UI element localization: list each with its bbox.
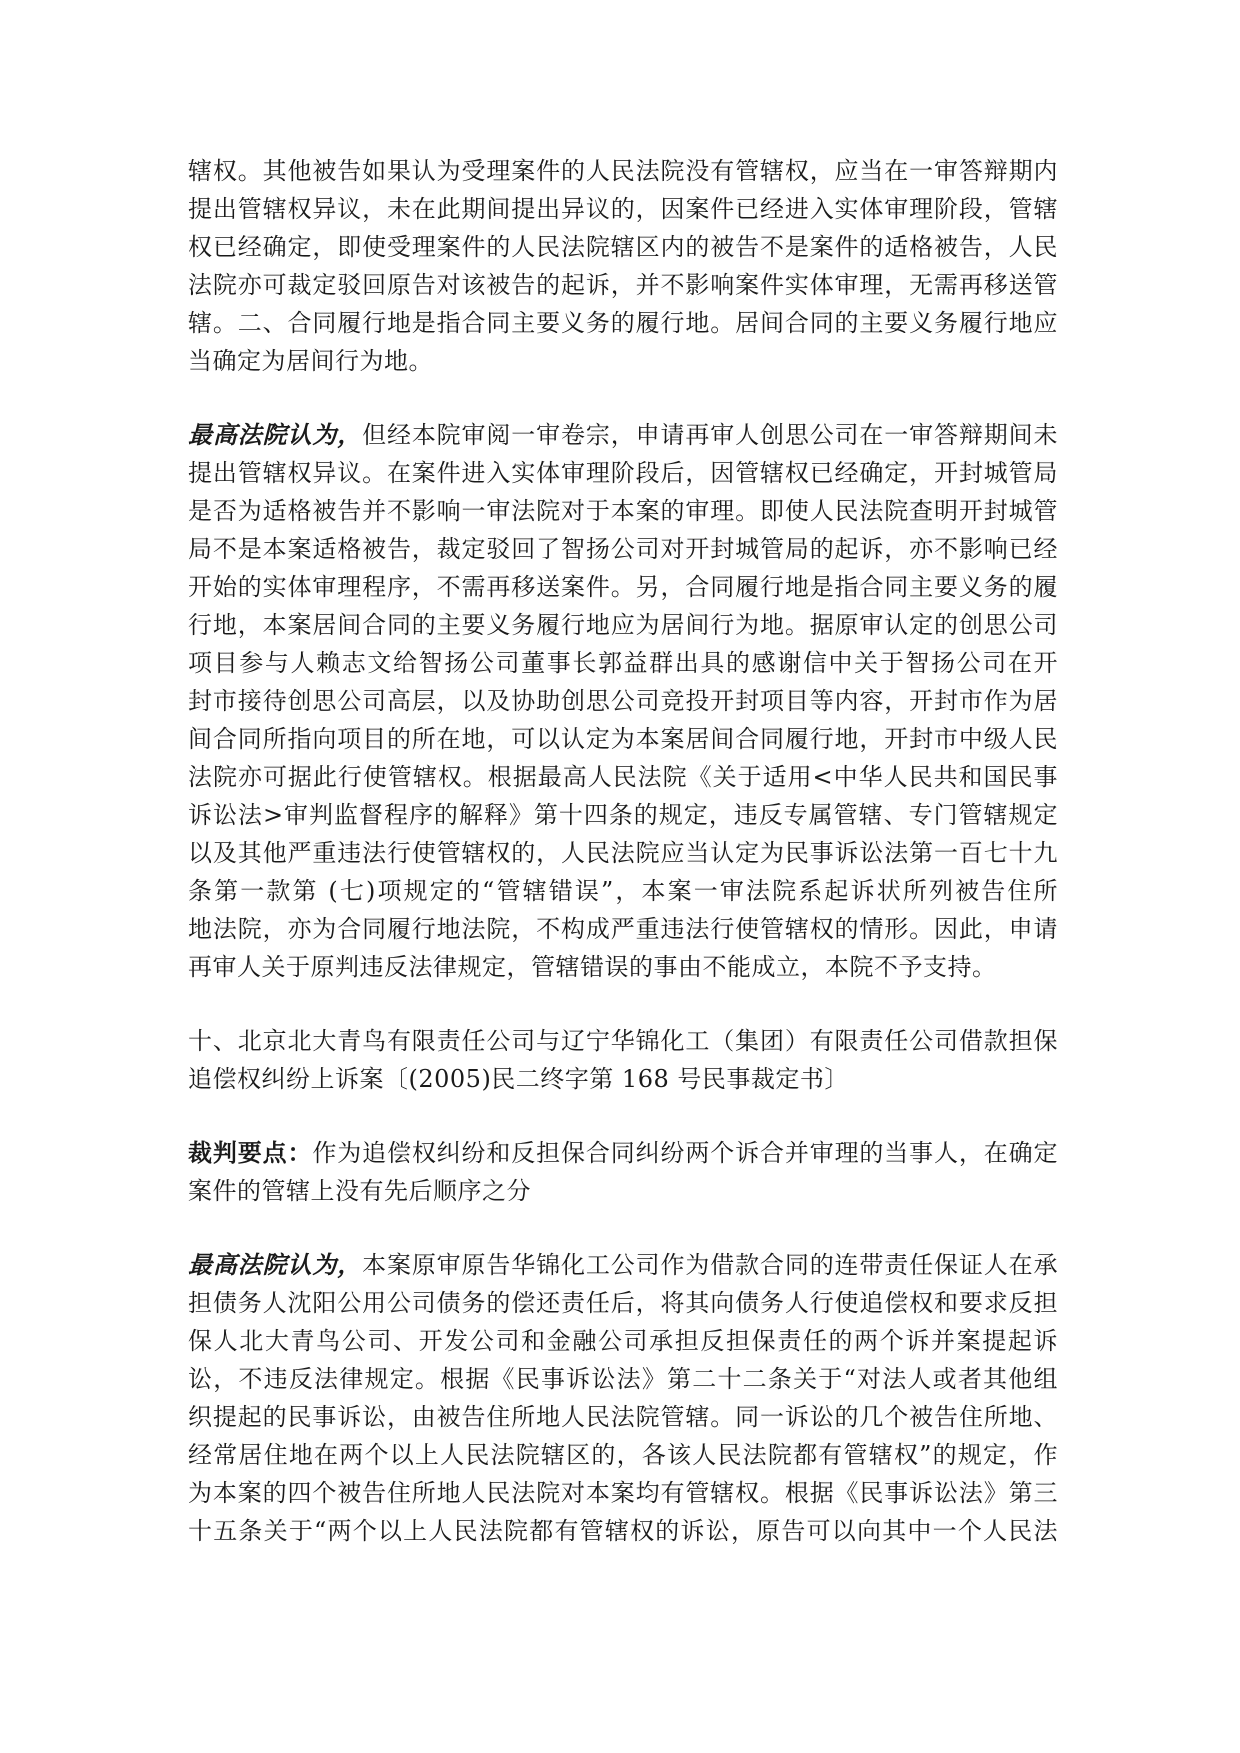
paragraph-gap (188, 1098, 1058, 1134)
line-text: 作为追偿权纠纷和反担保合同纠纷两个诉合并审理的当事人，在确定 (312, 1139, 1059, 1167)
text-line: 间合同所指向项目的所在地，可以认定为本案居间合同履行地，开封市中级人民 (188, 725, 1058, 753)
case-heading (188, 1022, 1058, 1098)
text-line: 辖权。其他被告如果认为受理案件的人民法院没有管辖权，应当在一审答辩期内 (188, 157, 1058, 185)
paragraph-gap (188, 1210, 1058, 1246)
key-points (188, 1134, 1058, 1210)
text-line: 封市接待创思公司高层，以及协助创思公司竞投开封项目等内容，开封市作为居 (188, 687, 1058, 715)
text-line (188, 1246, 1058, 1284)
paragraph-lead: 裁判要点： (188, 1138, 313, 1167)
paragraph-2 (188, 416, 1058, 986)
text-line (188, 1134, 1058, 1172)
paragraph-5 (188, 1246, 1058, 1550)
text-line: 提出管辖权异议。在案件进入实体审理阶段后，因管辖权已经确定，开封城管局 (188, 459, 1058, 487)
text-line: 项目参与人赖志文给智扬公司董事长郭益群出具的感谢信中关于智扬公司在开 (188, 649, 1058, 677)
text-line: 局不是本案适格被告，裁定驳回了智扬公司对开封城管局的起诉，亦不影响已经 (188, 535, 1058, 563)
text-line: 织提起的民事诉讼，由被告住所地人民法院管辖。同一诉讼的几个被告住所地、 (188, 1403, 1058, 1431)
paragraph-gap (188, 986, 1058, 1022)
paragraph-gap (188, 380, 1058, 416)
paragraph-1 (188, 152, 1058, 380)
text-line: 经常居住地在两个以上人民法院辖区的，各该人民法院都有管辖权”的规定，作 (188, 1441, 1058, 1469)
text-line: 是否为适格被告并不影响一审法院对于本案的审理。即使人民法院查明开封城管 (188, 497, 1058, 525)
text-line: 权已经确定，即使受理案件的人民法院辖区内的被告不是案件的适格被告，人民 (188, 233, 1058, 261)
text-line: 为本案的四个被告住所地人民法院对本案均有管辖权。根据《民事诉讼法》第三 (188, 1479, 1058, 1507)
text-line: 条第一款第 (七)项规定的“管辖错误”，本案一审法院系起诉状所列被告住所 (188, 877, 1058, 905)
text-line: 案件的管辖上没有先后顺序之分 (188, 1177, 531, 1205)
text-line: 十、北京北大青鸟有限责任公司与辽宁华锦化工（集团）有限责任公司借款担保 (188, 1027, 1058, 1055)
text-line: 担债务人沈阳公用公司债务的偿还责任后，将其向债务人行使追偿权和要求反担 (188, 1289, 1058, 1317)
text-line: 地法院，亦为合同履行地法院，不构成严重违法行使管辖权的情形。因此，申请 (188, 915, 1058, 943)
line-text: 本案原审原告华锦化工公司作为借款合同的连带责任保证人在承 (362, 1251, 1059, 1279)
text-line: 行地，本案居间合同的主要义务履行地应为居间行为地。据原审认定的创思公司 (188, 611, 1058, 639)
line-text: 但经本院审阅一审卷宗，申请再审人创思公司在一审答辩期间未 (362, 421, 1059, 449)
text-line: 法院亦可据此行使管辖权。根据最高人民法院《关于适用<中华人民共和国民事 (188, 763, 1058, 791)
document-page (188, 152, 1058, 1550)
text-line: 法院亦可裁定驳回原告对该被告的起诉，并不影响案件实体审理，无需再移送管 (188, 271, 1058, 299)
text-line: 当确定为居间行为地。 (188, 347, 433, 375)
paragraph-lead: 最高法院认为， (188, 420, 363, 449)
text-line (188, 416, 1058, 454)
text-line: 十五条关于“两个以上人民法院都有管辖权的诉讼，原告可以向其中一个人民法 (188, 1517, 1058, 1545)
text-line: 追偿权纠纷上诉案〔(2005)民二终字第 168 号民事裁定书〕 (188, 1065, 849, 1093)
text-line: 讼，不违反法律规定。根据《民事诉讼法》第二十二条关于“对法人或者其他组 (188, 1365, 1058, 1393)
text-line: 提出管辖权异议，未在此期间提出异议的，因案件已经进入实体审理阶段，管辖 (188, 195, 1058, 223)
text-line: 开始的实体审理程序，不需再移送案件。另，合同履行地是指合同主要义务的履 (188, 573, 1058, 601)
text-line: 辖。二、合同履行地是指合同主要义务的履行地。居间合同的主要义务履行地应 (188, 309, 1058, 337)
text-line: 再审人关于原判违反法律规定，管辖错误的事由不能成立，本院不予支持。 (188, 953, 997, 981)
text-line: 诉讼法>审判监督程序的解释》第十四条的规定，违反专属管辖、专门管辖规定 (188, 801, 1058, 829)
paragraph-lead: 最高法院认为， (188, 1250, 363, 1279)
text-line: 以及其他严重违法行使管辖权的，人民法院应当认定为民事诉讼法第一百七十九 (188, 839, 1058, 867)
text-line: 保人北大青鸟公司、开发公司和金融公司承担反担保责任的两个诉并案提起诉 (188, 1327, 1058, 1355)
